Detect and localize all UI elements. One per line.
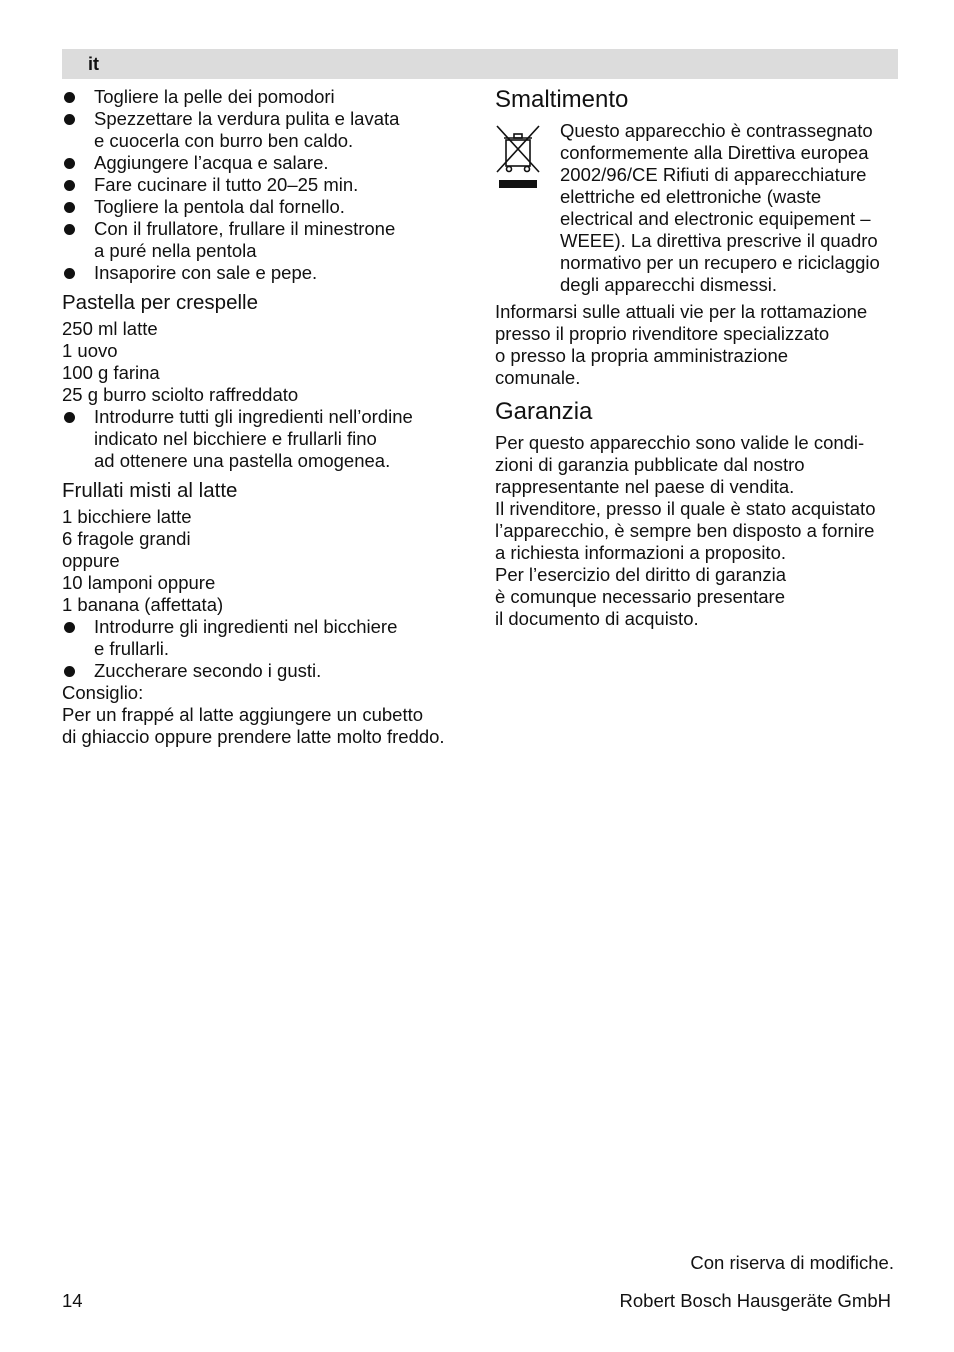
- text-line: Il rivenditore, presso il quale è stato acquistato: [495, 498, 876, 519]
- text-line: Informarsi sulle attuali vie per la rottamazione: [495, 301, 868, 322]
- text-line: 6 fragole grandi: [62, 528, 191, 549]
- text-line: normativo per un recupero e riciclaggio: [560, 252, 880, 273]
- bullet-item: [62, 196, 472, 218]
- text-line: presso il proprio rivenditore specializzato: [495, 323, 830, 344]
- tip-label: Consiglio:: [62, 682, 144, 703]
- text-line: Per l’esercizio del diritto di garanzia: [495, 564, 786, 585]
- crepe-batter-heading: Pastella per crespelle: [62, 291, 258, 314]
- text-line: 10 lamponi oppure: [62, 572, 216, 593]
- bullet-item: [62, 660, 472, 682]
- language-bar: [62, 49, 898, 79]
- bullet-item: [62, 174, 472, 196]
- company-name: Robert Bosch Hausgeräte GmbH: [619, 1290, 891, 1311]
- bullet-line: Introdurre gli ingredienti nel bicchiere: [94, 616, 398, 637]
- left-column: [62, 86, 472, 748]
- bullet-line: Introdurre tutti gli ingredienti nell’ordine: [94, 406, 413, 427]
- disposal-info: [495, 301, 900, 389]
- text-line: 1 banana (affettata): [62, 594, 224, 615]
- bullet-line: Spezzettare la verdura pulita e lavata: [94, 108, 400, 129]
- bullet-item: [62, 86, 472, 108]
- text-line: zioni di garanzia pubblicate dal nostro: [495, 454, 805, 475]
- bullet-item: [62, 406, 472, 472]
- right-column: [495, 86, 900, 630]
- bullet-line: Fare cucinare il tutto 20–25 min.: [94, 174, 359, 195]
- bullet-line: indicato nel bicchiere e frullarli fino: [94, 428, 377, 449]
- text-line: è comunque necessario presentare: [495, 586, 786, 607]
- text-line: rappresentante nel paese di vendita.: [495, 476, 795, 497]
- weee-text: [560, 120, 900, 296]
- text-line: 250 ml latte: [62, 318, 158, 339]
- bullet-item: [62, 108, 472, 152]
- text-line: di ghiaccio oppure prendere latte molto freddo.: [62, 726, 445, 747]
- text-line: a richiesta informazioni a proposito.: [495, 542, 787, 563]
- text-line: Questo apparecchio è contrassegnato: [560, 120, 873, 141]
- bullet-item: [62, 218, 472, 262]
- crepe-ingredients: [62, 318, 472, 406]
- text-line: o presso la propria amministrazione: [495, 345, 789, 366]
- milkshake-steps-list: [62, 616, 472, 682]
- bullet-line: a puré nella pentola: [94, 240, 257, 261]
- text-line: Per un frappé al latte aggiungere un cubetto: [62, 704, 424, 725]
- changes-reserved-note: Con riserva di modifiche.: [690, 1252, 894, 1273]
- text-line: 25 g burro sciolto raffreddato: [62, 384, 299, 405]
- bullet-item: [62, 616, 472, 660]
- soup-steps-list: [62, 86, 472, 284]
- bullet-line: e frullarli.: [94, 638, 170, 659]
- text-line: electrical and electronic equipement –: [560, 208, 871, 229]
- milkshake-heading: Frullati misti al latte: [62, 479, 238, 502]
- bullet-line: Togliere la pentola dal fornello.: [94, 196, 345, 217]
- bullet-line: Togliere la pelle dei pomodori: [94, 86, 335, 107]
- text-line: conformemente alla Direttiva europea: [560, 142, 869, 163]
- text-line: comunale.: [495, 367, 581, 388]
- crossed-out-wheelie-bin-icon: [495, 124, 541, 190]
- text-line: oppure: [62, 550, 120, 571]
- crepe-steps-list: [62, 406, 472, 472]
- text-line: 1 bicchiere latte: [62, 506, 192, 527]
- tip-text: [62, 704, 472, 748]
- bullet-item: [62, 152, 472, 174]
- text-line: l’apparecchio, è sempre ben disposto a fornire: [495, 520, 875, 541]
- text-line: 1 uovo: [62, 340, 118, 361]
- page-number: 14: [62, 1290, 83, 1311]
- warranty-text: [495, 432, 900, 630]
- text-line: degli apparecchi dismessi.: [560, 274, 777, 295]
- disposal-heading: Smaltimento: [495, 86, 629, 113]
- bullet-line: e cuocerla con burro ben caldo.: [94, 130, 354, 151]
- text-line: 100 g farina: [62, 362, 160, 383]
- text-line: 2002/96/CE Rifiuti di apparecchiature: [560, 164, 867, 185]
- milkshake-ingredients: [62, 506, 472, 616]
- bullet-line: Insaporire con sale e pepe.: [94, 262, 318, 283]
- bullet-line: Con il frullatore, frullare il minestrone: [94, 218, 396, 239]
- text-line: il documento di acquisto.: [495, 608, 699, 629]
- text-line: elettriche ed elettroniche (waste: [560, 186, 822, 207]
- bullet-line: Zuccherare secondo i gusti.: [94, 660, 322, 681]
- bullet-line: ad ottenere una pastella omogenea.: [94, 450, 391, 471]
- bullet-line: Aggiungere l’acqua e salare.: [94, 152, 329, 173]
- language-code: it: [88, 54, 99, 74]
- weee-notice: [495, 120, 900, 296]
- bullet-item: [62, 262, 472, 284]
- warranty-heading: Garanzia: [495, 398, 593, 425]
- text-line: WEEE). La direttiva prescrive il quadro: [560, 230, 878, 251]
- text-line: Per questo apparecchio sono valide le condi-: [495, 432, 865, 453]
